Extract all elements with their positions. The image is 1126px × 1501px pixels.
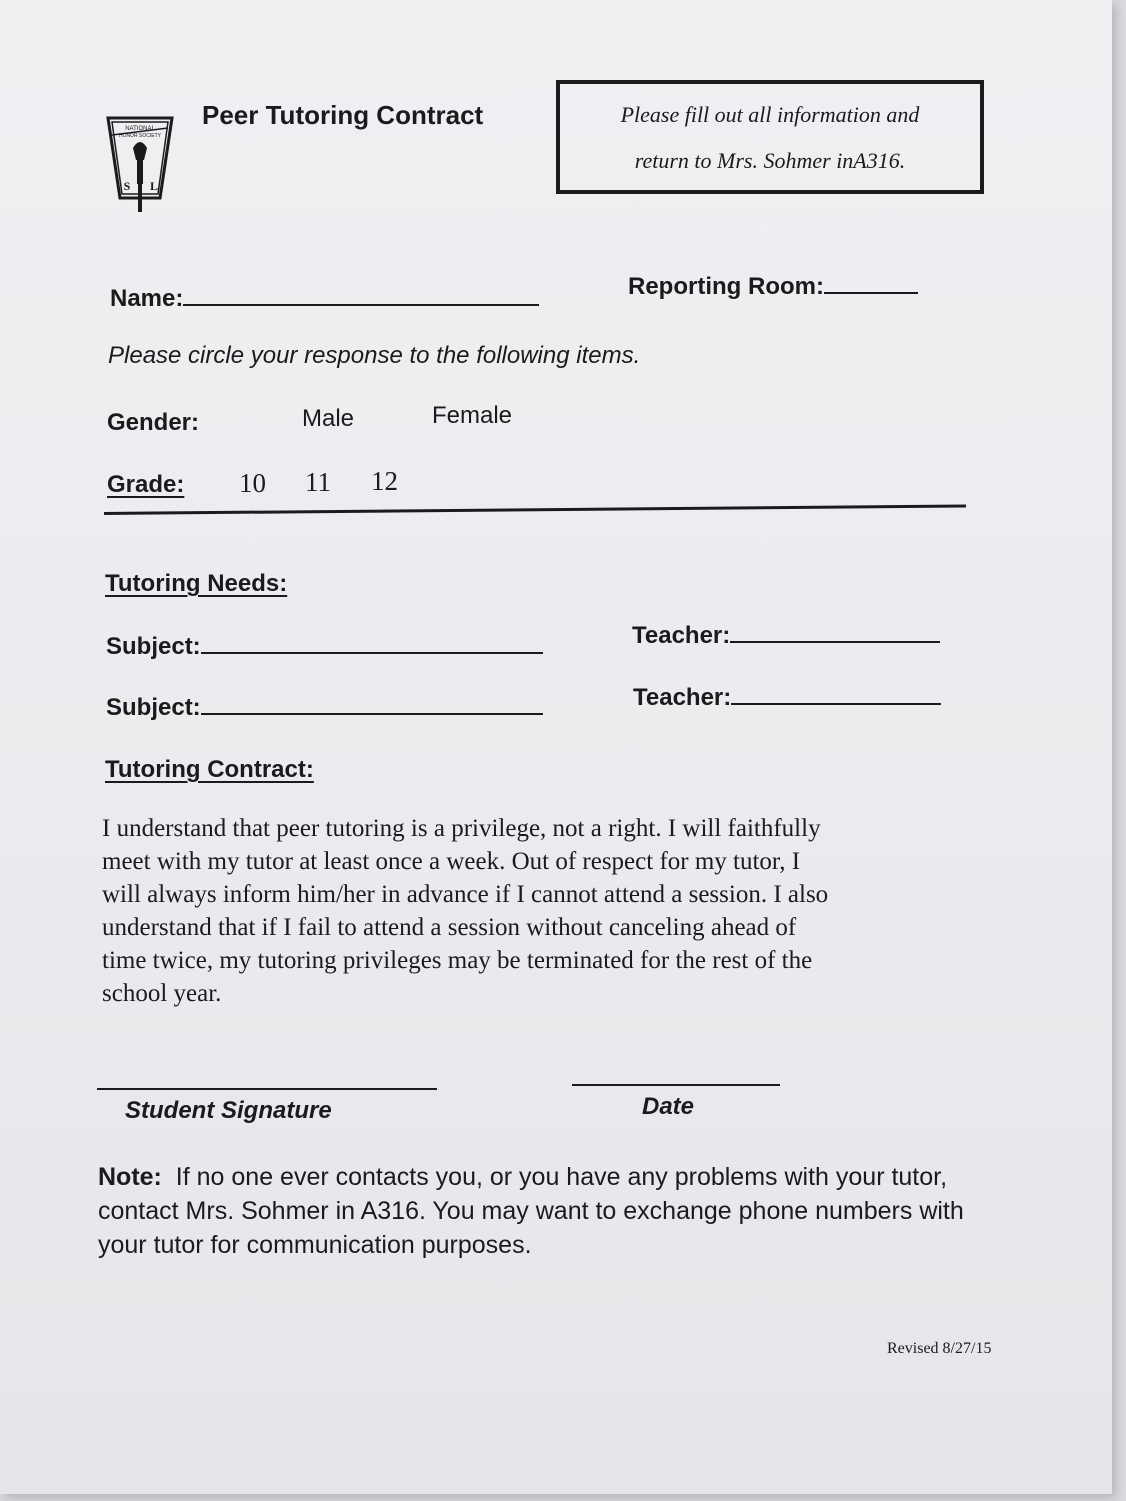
notice-line-2: return to Mrs. Sohmer inA316. xyxy=(634,148,906,173)
contract-line: school year. xyxy=(102,980,222,1007)
teacher-label-2: Teacher: xyxy=(633,684,732,711)
name-label: Name: xyxy=(110,285,184,312)
subject-row-1 xyxy=(106,633,543,661)
contract-line: meet with my tutor at least once a week. Out of respect for my tutor, I xyxy=(102,848,801,875)
contract-line: understand that if I fail to attend a session without canceling ahead of xyxy=(102,914,797,941)
date-label: Date xyxy=(642,1093,695,1120)
reporting-room-blank[interactable] xyxy=(824,276,918,294)
circle-instructions: Please circle your response to the following items. xyxy=(108,342,641,369)
section-divider xyxy=(104,504,966,515)
notice-box xyxy=(556,80,984,194)
name-field-row xyxy=(110,285,539,313)
teacher-row-2 xyxy=(633,684,941,712)
reporting-room-label: Reporting Room: xyxy=(628,273,824,300)
logo-text-top: NATIONAL xyxy=(125,126,155,132)
subject-blank-1[interactable] xyxy=(201,636,543,654)
gender-option-female[interactable]: Female xyxy=(432,402,513,429)
contract-line: time twice, my tutoring privileges may be terminated for the rest of the xyxy=(102,947,813,974)
gender-option-male[interactable]: Male xyxy=(302,405,355,432)
contract-line: will always inform him/her in advance if I cannot attend a session. I also xyxy=(102,881,829,908)
note-label: Note: xyxy=(98,1163,162,1191)
tutoring-needs-heading: Tutoring Needs: xyxy=(105,570,288,597)
form-title: Peer Tutoring Contract xyxy=(202,100,484,130)
subject-row-2 xyxy=(106,694,543,722)
subject-label-2: Subject: xyxy=(106,694,201,721)
contract-text xyxy=(102,812,1002,1010)
grade-option-10[interactable]: 10 xyxy=(239,468,266,498)
notice-line-1: Please fill out all information and xyxy=(620,102,920,127)
grade-option-11[interactable]: 11 xyxy=(305,467,331,497)
tutoring-contract-heading: Tutoring Contract: xyxy=(105,756,314,783)
name-blank[interactable] xyxy=(183,288,539,306)
teacher-row-1 xyxy=(632,622,940,650)
revised-date: Revised 8/27/15 xyxy=(887,1340,992,1357)
subject-blank-2[interactable] xyxy=(201,697,543,715)
date-line[interactable] xyxy=(572,1084,780,1086)
grade-label: Grade: xyxy=(107,471,185,498)
note-text: If no one ever contacts you, or you have any problems with your tutor, contact Mrs. Sohmer in A316. You may want to exchange phone numbers with your tutor for communication purposes. xyxy=(98,1163,964,1259)
student-signature-line[interactable] xyxy=(97,1088,437,1090)
grade-option-12[interactable]: 12 xyxy=(371,466,398,496)
subject-label-1: Subject: xyxy=(106,633,201,660)
gender-label: Gender: xyxy=(107,409,200,436)
note-paragraph xyxy=(98,1160,978,1262)
contract-line: I understand that peer tutoring is a privilege, not a right. I will faithfully xyxy=(102,815,821,842)
nhs-emblem-icon xyxy=(100,108,180,218)
teacher-label-1: Teacher: xyxy=(632,622,731,649)
logo-text-bottom: HONOR SOCIETY xyxy=(119,133,161,139)
logo-letter-s: S xyxy=(123,179,131,193)
teacher-blank-1[interactable] xyxy=(730,625,940,643)
reporting-room-row xyxy=(628,273,918,301)
student-signature-label: Student Signature xyxy=(125,1097,332,1124)
logo-letter-l: L xyxy=(149,179,159,193)
teacher-blank-2[interactable] xyxy=(731,687,941,705)
